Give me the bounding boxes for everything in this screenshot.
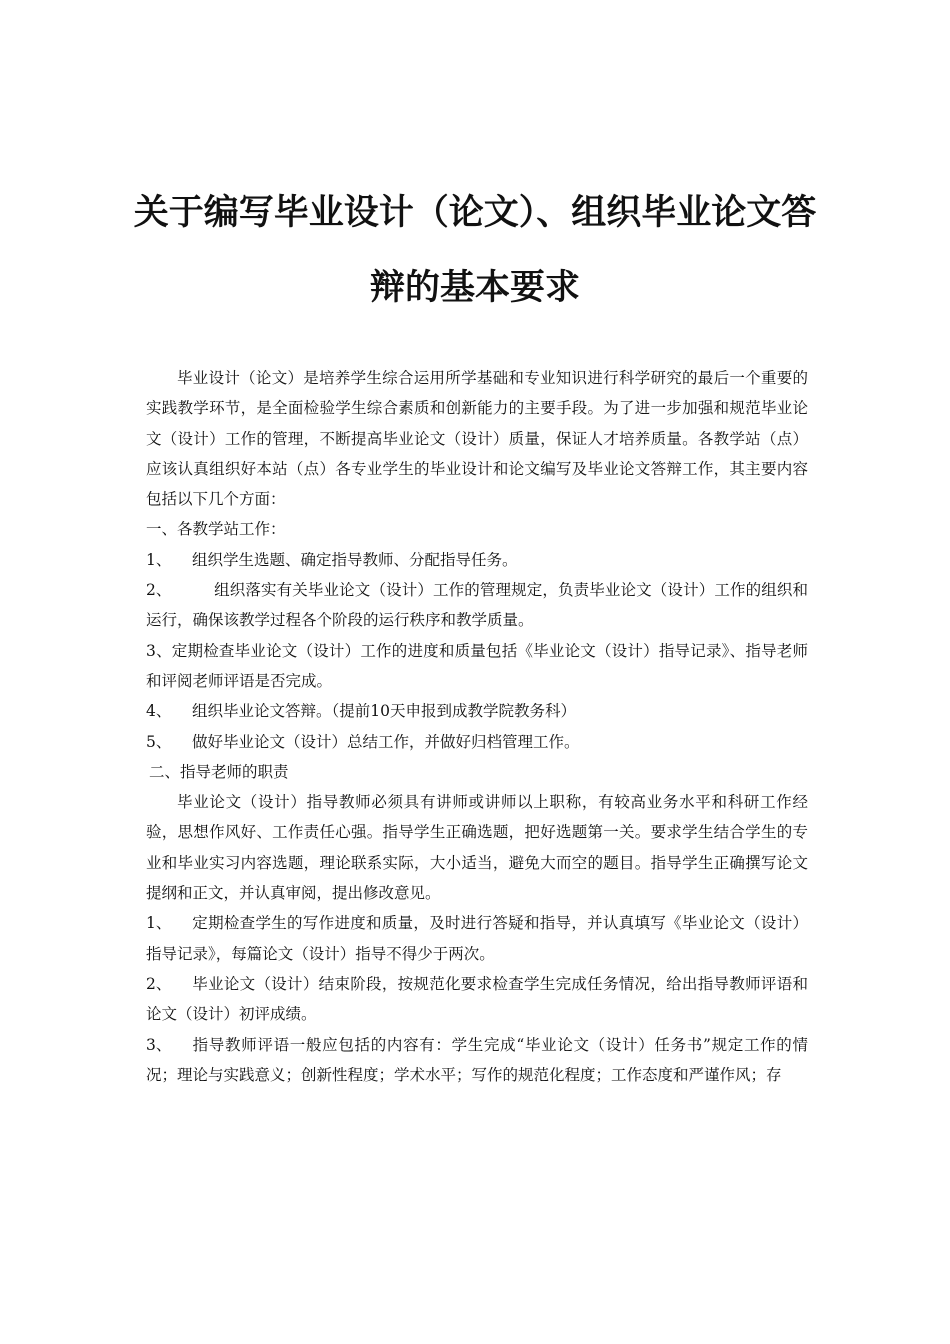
section2-item-2 [146, 969, 808, 1030]
item-text: 做好毕业论文（设计）总结工作，并做好归档管理工作。 [192, 732, 580, 751]
item-text: 指导教师评语一般应包括的内容有：学生完成“毕业论文（设计）任务书”规定工作的情况；理论与实践意义；创新性程度；学术水平；写作的规范化程度；工作态度和严谨作风；存 [146, 1035, 808, 1084]
item-number: 1、 [146, 550, 172, 569]
document-title-line1: 关于编写毕业设计（论文）、组织毕业论文答 [133, 193, 817, 233]
item-number: 1、 [146, 914, 172, 933]
item-number: 4、 [146, 702, 172, 721]
item-number: 3、 [146, 1035, 172, 1054]
section2-item-3 [146, 1030, 808, 1091]
document-title-line2: 辩的基本要求 [369, 268, 580, 308]
item-text: 组织毕业论文答辩。（提前10天申报到成教学院教务科） [192, 702, 576, 721]
item-text: 定期检查学生的写作进度和质量，及时进行答疑和指导，并认真填写《毕业论文（设计）指导记录》，每篇论文（设计）指导不得少于两次。 [146, 914, 808, 963]
item-number: 5、 [146, 732, 172, 751]
section1-item-1 [146, 545, 808, 575]
section1-item-2 [146, 575, 808, 636]
item-number: 3、 [146, 641, 172, 660]
item-text: 毕业论文（设计）结束阶段，按规范化要求检查学生完成任务情况，给出指导教师评语和论文（设计）初评成绩。 [146, 974, 808, 1024]
item-number: 2、 [146, 581, 172, 600]
intro-paragraph: 毕业设计（论文）是培养学生综合运用所学基础和专业知识进行科学研究的最后一个重要的实践教学环节，是全面检验学生综合素质和创新能力的主要手段。为了进一步加强和规范毕业论文（设计）工作的管理，不断提高毕业论文（设计）质量，保证人才培养质量。各教学站（点）应该认真组织好本站（点）各专业学生的毕业设计和论文编写及毕业论文答辩工作，其主要内容包括以下几个方面： [146, 369, 808, 509]
section1-item-5 [146, 727, 808, 757]
item-text: 定期检查毕业论文（设计）工作的进度和质量包括《毕业论文（设计）指导记录》、指导老师和评阅老师评语是否完成。 [146, 641, 808, 690]
section2-intro-paragraph: 毕业论文（设计）指导教师必须具有讲师或讲师以上职称，有较高业务水平和科研工作经验，思想作风好、工作责任心强。指导学生正确选题，把好选题第一关。要求学生结合学生的专业和毕业实习内容选题，理论联系实际，大小适当，避免大而空的题目。指导学生正确撰写论文提纲和正文，并认真审阅，提出修改意见。 [146, 793, 808, 903]
document-body [146, 363, 808, 1090]
section2-heading: 二、指导老师的职责 [149, 762, 289, 781]
item-text: 组织落实有关毕业论文（设计）工作的管理规定，负责毕业论文（设计）工作的组织和运行，确保该教学过程各个阶段的运行秩序和教学质量。 [146, 581, 808, 630]
section2-item-1 [146, 908, 808, 969]
section1-item-4 [146, 696, 808, 726]
item-number: 2、 [146, 974, 172, 993]
item-text: 组织学生选题、确定指导教师、分配指导任务。 [192, 550, 518, 569]
section1-heading: 一、各教学站工作： [146, 520, 286, 539]
section1-item-3 [146, 636, 808, 697]
